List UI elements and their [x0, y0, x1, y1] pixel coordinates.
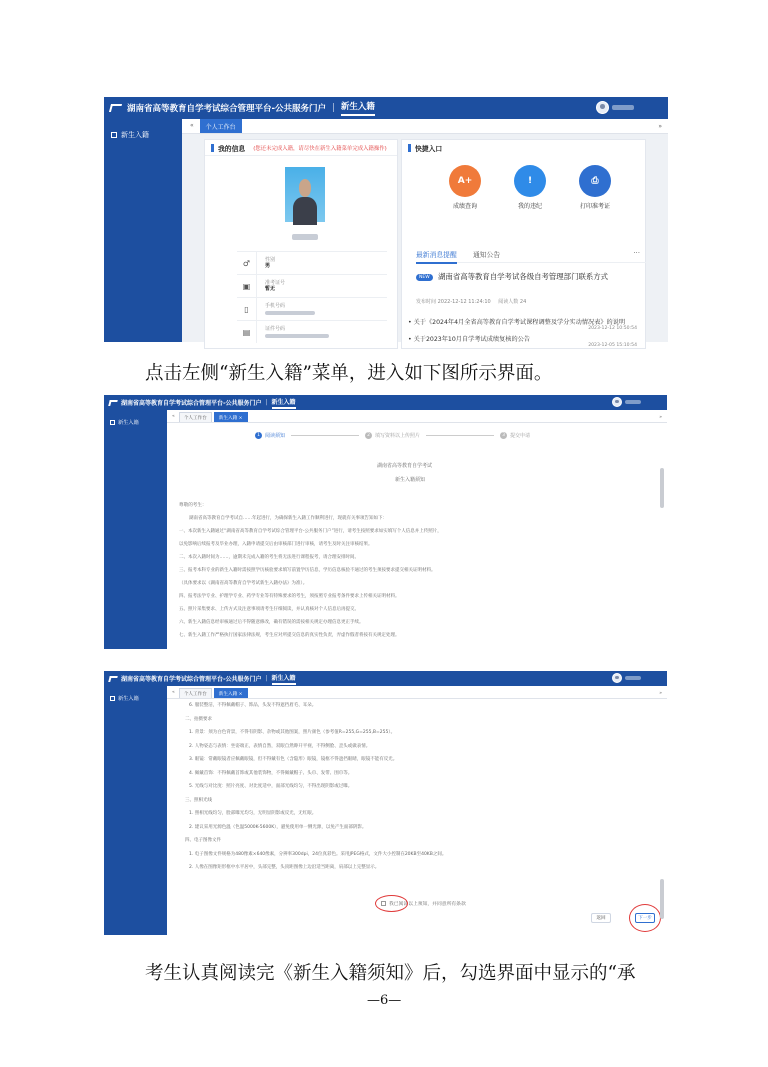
news-item-date: 2023-12-05 15:10:54: [588, 343, 637, 348]
print-admission-ticket-button[interactable]: [570, 165, 620, 210]
sidebar-item-label: 新生入籍: [118, 420, 139, 426]
notice-paragraph: 二、本次入籍时间为……，逾期未完成入籍的考生将无法进行课程报考，请合理安排时间。: [179, 555, 359, 560]
portal-title: 湖南省高等教育自学考试综合管理平台-公共服务门户: [127, 104, 327, 114]
rules-line: 3. 眼镜：常戴眼镜者应佩戴眼镜，但不得戴有色（含隐形）眼镜，镜框不得遮挡眼睛，眼镜不能有反光。: [189, 757, 398, 762]
quick-entry-card: [401, 139, 646, 349]
scrollbar-thumb[interactable]: [660, 879, 664, 919]
rules-line: 1. 照相光线均匀，脸部曝光均匀，无明显阴影或反光，无红眼。: [189, 811, 317, 816]
portal-logo-icon: [108, 676, 118, 682]
step-1-indicator: 1: [255, 432, 262, 439]
portal-header: 湖南省高等教育自学考试综合管理平台-公共服务门户 | 新生入籍: [104, 97, 668, 119]
tabs-scroll-right-icon[interactable]: »: [658, 123, 662, 130]
id-card-icon: ▣: [237, 275, 257, 297]
my-violations-icon: !: [514, 165, 546, 197]
sidebar-item-new-enrollment[interactable]: [104, 119, 182, 140]
user-avatar: [596, 101, 609, 114]
info-row: [237, 251, 387, 274]
rules-line: 1. 电子图像文件规格为480像素×640像素，分辨率300dpi，24位真彩色。采用JPEG格式，文件大小控制在20KB至40KB之间。: [189, 851, 447, 857]
nav-new-enrollment[interactable]: 新生入籍: [341, 100, 375, 116]
screenshot-enrollment-notice: [104, 395, 667, 649]
news-item[interactable]: • 关于2023年10月自学考试成绩复核的公告: [408, 336, 531, 343]
portal-title: 湖南省高等教育自学考试综合管理平台-公共服务门户: [121, 676, 262, 683]
scrollbar-thumb[interactable]: [660, 468, 664, 508]
screenshot-personal-workbench: [104, 97, 668, 348]
user-menu[interactable]: [612, 673, 641, 683]
main-content: [167, 699, 667, 935]
notice-paragraph: 湖南省高等教育自学考试自……年起进行，为确保新生入籍工作顺利进行，现就有关事项告知如下：: [189, 516, 387, 521]
quick-action-label: 打印准考证: [579, 203, 610, 210]
step-2-indicator: 2: [365, 432, 372, 439]
sidebar: [104, 686, 167, 935]
rules-section-heading: 二、拍摄要求: [185, 716, 212, 722]
score-query-button[interactable]: [440, 165, 490, 210]
agree-highlight-circle: [375, 895, 408, 912]
sidebar: [104, 119, 182, 342]
nav-new-enrollment[interactable]: 新生入籍: [272, 397, 296, 409]
rules-line: 2. 人物姿态与表情：坐姿端正，表情自然，双眼自然睁开平视，不得侧脸、歪头或做表情。: [189, 743, 371, 749]
sidebar-item-new-enrollment[interactable]: [104, 686, 167, 702]
news-view-count: 阅读人数 24: [498, 299, 527, 305]
tab-bar: [182, 119, 668, 134]
caption-step-2: 考生认真阅读完《新生入籍须知》后，勾选界面中显示的“承: [145, 963, 636, 984]
tab-bar: [167, 686, 667, 699]
news-more-icon[interactable]: …: [633, 247, 640, 255]
notice-greeting: 尊敬的考生：: [179, 503, 207, 508]
news-tabs: [416, 249, 646, 263]
tab-personal-workbench[interactable]: 个人工作台: [179, 412, 212, 422]
news-headline-row[interactable]: [416, 271, 608, 282]
news-item-date: 2023-12-12 10:50:54: [588, 326, 637, 331]
tab-latest-messages[interactable]: 最新消息提醒: [416, 251, 457, 264]
info-value: 男: [265, 263, 271, 269]
rules-line: 6. 服装整洁，不得佩戴帽子、饰品，头发不得遮挡眉毛、耳朵。: [189, 703, 317, 708]
sidebar-item-label: 新生入籍: [121, 131, 149, 139]
agree-label: 我已阅读以上须知，并同意所有条款: [389, 902, 466, 907]
tab-new-enrollment[interactable]: 新生入籍 ×: [214, 688, 248, 698]
menu-grid-icon: [111, 132, 117, 138]
notice-paragraph: 六、新生入籍信息经审核通过后不得随意修改，确有错误的需按相关规定办理信息更正手续。: [179, 620, 364, 625]
notice-title-line-2: 新生入籍须知: [395, 477, 426, 483]
info-row: [237, 320, 387, 343]
page-number: —6—: [367, 993, 402, 1008]
user-avatar: [612, 673, 622, 683]
news-headline: 湖南省高等教育自学考试各级自考管理部门联系方式: [438, 272, 609, 281]
my-violations-button[interactable]: [505, 165, 555, 210]
portal-header: 湖南省高等教育自学考试综合管理平台-公共服务门户 | 新生入籍: [104, 395, 667, 410]
enrollment-notice: (您还未完成入籍，请尽快在新生入籍菜单完成入籍操作): [253, 145, 387, 152]
menu-grid-icon: [110, 420, 115, 425]
user-name-redacted: [625, 676, 641, 680]
quick-action-label: 我的违纪: [517, 203, 542, 210]
portal-logo-icon: [109, 104, 122, 112]
sidebar-item-new-enrollment[interactable]: [104, 410, 167, 426]
tab-announcements[interactable]: 通知公告: [472, 251, 501, 259]
sidebar-item-label: 新生入籍: [118, 696, 139, 702]
my-info-title: 我的信息: [218, 144, 246, 153]
tab-new-enrollment[interactable]: 新生入籍 ×: [214, 412, 248, 422]
portal-header: 湖南省高等教育自学考试综合管理平台-公共服务门户 | 新生入籍: [104, 671, 667, 686]
notice-paragraph: 四、报考法学专业、护理学专业、药学专业等有特殊要求的考生，须按照专业报考条件要求上传相关证明材料。: [179, 594, 400, 599]
info-label: 手机号码: [265, 302, 286, 309]
step-3-indicator: 3: [500, 432, 507, 439]
info-value-redacted: [265, 334, 329, 338]
news-meta: [416, 298, 526, 305]
print-admission-ticket-icon: ⎙: [579, 165, 611, 197]
rules-line: 1. 背景：须为白色背景，不得有阴影、杂物或其他图案，照片颜色（参考值R=255,G=255,B=255）。: [189, 730, 396, 735]
step-1-label: 阅读须知: [265, 433, 286, 439]
user-avatar: [612, 397, 622, 407]
info-value-redacted: [265, 311, 315, 315]
rules-line: 5. 光线与对比度：照片亮度、对比度适中，面部光线均匀，不得出现阴影或过曝。: [189, 784, 353, 789]
info-row: [237, 274, 387, 297]
user-name-redacted: [612, 105, 634, 110]
news-item-title: 关于《2024年4月全省高等教育自学考试课程调整及学分实动情况表》的说明: [413, 319, 626, 326]
info-row: [237, 297, 387, 320]
quick-entry-title: 快捷入口: [415, 145, 443, 153]
notice-paragraph: 以免影响后续报考及毕业办理，入籍申请提交后由审核部门进行审核，请考生及时关注审核结果。: [179, 542, 373, 547]
portal-title: 湖南省高等教育自学考试综合管理平台-公共服务门户: [121, 400, 262, 407]
new-badge: NEW: [416, 274, 433, 281]
step-2-label: 填写资料以上传照片: [375, 433, 421, 439]
notice-paragraph: 三、报考本科专业的新生入籍时需按照学历核验要求填写前置学历信息，学历信息核验不通过的考生须按要求提交相关证明材料。: [179, 568, 436, 573]
main-content: [167, 423, 667, 649]
tab-personal-workbench[interactable]: 个人工作台: [200, 119, 242, 133]
step-3-label: 提交申请: [510, 433, 531, 439]
score-query-icon: A+: [449, 165, 481, 197]
tabs-scroll-left-icon[interactable]: «: [190, 122, 194, 129]
info-value: 暂无: [265, 286, 276, 292]
my-info-card: [204, 139, 398, 349]
student-photo: [285, 167, 325, 222]
caption-step-1: 点击左侧“新生入籍”菜单，进入如下图所示界面。: [145, 363, 553, 384]
info-label: 证件号码: [265, 325, 286, 332]
notice-paragraph: 五、照片采集要求、上传方式及注意事项请考生仔细阅读，并认真核对个人信息后再提交。: [179, 607, 359, 612]
quick-entry-header: [402, 140, 645, 156]
my-info-header: [205, 140, 397, 156]
gender-icon: ♂: [237, 252, 257, 274]
rules-section-heading: 三、照相光线: [185, 797, 212, 803]
nav-new-enrollment[interactable]: 新生入籍: [272, 673, 296, 685]
quick-action-label: 成绩查询: [452, 203, 477, 210]
id-document-icon: ▤: [237, 321, 257, 343]
rules-line: 2. 人像在图像矩形框中水平居中，头部完整，头顶距图像上边沿适当距离，肩部以上完整显示。: [189, 865, 380, 870]
tabs-scroll-right-icon[interactable]: »: [659, 415, 662, 420]
next-highlight-circle: [629, 904, 661, 932]
main-content: [182, 134, 668, 348]
tabs-scroll-left-icon[interactable]: «: [172, 414, 175, 419]
user-menu[interactable]: [612, 397, 641, 407]
portal-logo-icon: [108, 400, 118, 406]
notice-paragraph: 一、本次新生入籍通过“湖南省高等教育自学考试综合管理平台-公共服务门户”进行，请考生按照要求如实填写个人信息并上传照片，: [179, 529, 442, 534]
enrollment-stepper: [255, 432, 530, 439]
info-label: 准考证号: [265, 279, 286, 286]
notice-paragraph: 七、新生入籍工作严格执行国家法律法规，考生应对所提交信息的真实性负责，弄虚作假者将按有关规定处理。: [179, 633, 400, 638]
next-step-button[interactable]: 下一步: [635, 913, 655, 923]
tab-personal-workbench[interactable]: 个人工作台: [179, 688, 212, 698]
tabs-scroll-left-icon[interactable]: «: [172, 690, 175, 695]
phone-icon: ▯: [237, 298, 257, 320]
rules-line: 2. 建议采用光源色温（色温5000K-5600K），避免使用单一侧光源，以免产生面部阴影。: [189, 824, 367, 830]
sidebar: [104, 410, 167, 649]
student-name-redacted: [292, 234, 318, 240]
menu-grid-icon: [110, 696, 115, 701]
rules-section-heading: 四、电子图像文件: [185, 838, 221, 843]
news-item-title: 关于2023年10月自学考试成绩复核的公告: [413, 336, 531, 343]
tab-bar: [167, 410, 667, 423]
rules-line: 4. 佩戴首饰：不得佩戴首饰或其他装饰物，不得佩戴帽子、头巾、发带、围巾等。: [189, 770, 353, 776]
news-publish-time: 发布时间 2022-12-12 11:24:10: [416, 299, 491, 305]
tabs-scroll-right-icon[interactable]: »: [659, 691, 662, 696]
user-menu[interactable]: [596, 101, 634, 114]
notice-title-line-1: 湖南省高等教育自学考试: [377, 463, 433, 469]
notice-paragraph: （具体要求以《湖南省高等教育自学考试新生入籍办法》为准）。: [179, 581, 308, 586]
news-item[interactable]: • 关于《2024年4月全省高等教育自学考试课程调整及学分实动情况表》的说明: [408, 319, 626, 326]
screenshot-enrollment-notice-agree: [104, 671, 667, 935]
info-label: 性别: [265, 256, 276, 263]
user-name-redacted: [625, 400, 641, 404]
back-button[interactable]: 返回: [591, 913, 611, 923]
